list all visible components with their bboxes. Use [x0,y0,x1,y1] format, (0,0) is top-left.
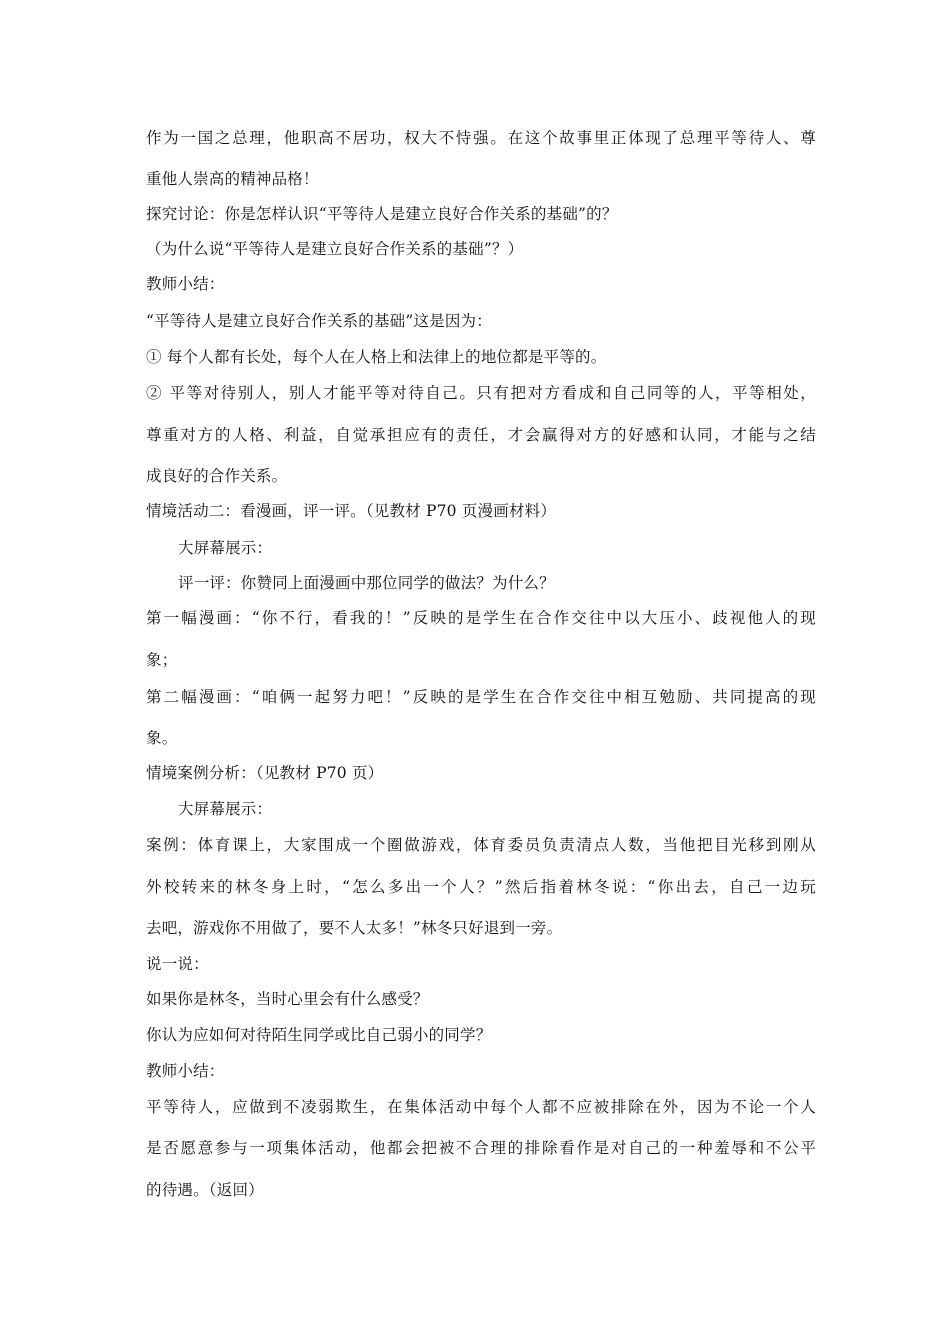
list-item: ② 平等对待别人，别人才能平等对待自己。只有把对方看成和自己同等的人，平等相处， [146,384,816,402]
paragraph-line: （为什么说“平等待人是建立良好合作关系的基础”？） [146,240,524,258]
paragraph-line: 你认为应如何对待陌生同学或比自己弱小的同学？ [146,1026,492,1044]
paragraph-line: 案例：体育课上，大家围成一个圈做游戏，体育委员负责清点人数，当他把目光移到刚从 [146,836,816,854]
section-heading: 情境案例分析：（见教材 P70 页） [146,764,384,782]
paragraph-line: 第一幅漫画：“你不行，看我的！”反映的是学生在合作交往中以大压小、歧视他人的现 [146,609,816,627]
section-heading: 情境活动二：看漫画，评一评。（见教材 P70 页漫画材料） [146,502,557,520]
paragraph-line: 大屏幕展示： [178,800,273,818]
paragraph-line: 外校转来的林冬身上时，“怎么多出一个人？”然后指着林冬说：“你出去，自己一边玩 [146,878,816,896]
paragraph-line: 成良好的合作关系。 [146,467,288,485]
paragraph-line: 的待遇。（返回） [146,1181,264,1199]
paragraph-line: 重他人崇高的精神品格！ [146,170,319,188]
section-heading: 教师小结： [146,275,225,293]
paragraph-line: 大屏幕展示： [178,539,273,557]
paragraph-line: 去吧，游戏你不用做了，要不人太多！”林冬只好退到一旁。 [146,919,563,937]
paragraph-line: 第二幅漫画：“咱俩一起努力吧！”反映的是学生在合作交往中相互勉励、共同提高的现 [146,688,816,706]
paragraph-line: 尊重对方的人格、利益，自觉承担应有的责任，才会赢得对方的好感和认同，才能与之结 [146,426,816,444]
paragraph-line: 平等待人，应做到不凌弱欺生，在集体活动中每个人都不应被排除在外，因为不论一个人 [146,1098,816,1116]
paragraph-line: 是否愿意参与一项集体活动，他都会把被不合理的排除看作是对自己的一种羞辱和不公平 [146,1139,816,1157]
paragraph-line: 作为一国之总理，他职高不居功，权大不恃强。在这个故事里正体现了总理平等待人、尊 [146,129,816,147]
paragraph-line: “平等待人是建立良好合作关系的基础”这是因为： [146,312,492,330]
list-item: ① 每个人都有长处，每个人在人格上和法律上的地位都是平等的。 [146,348,607,366]
section-heading: 说一说： [146,955,209,973]
section-heading: 探究讨论：你是怎样认识“平等待人是建立良好合作关系的基础”的？ [146,205,618,223]
paragraph-line: 评一评：你赞同上面漫画中那位同学的做法？为什么？ [178,574,555,592]
section-heading: 教师小结： [146,1062,225,1080]
paragraph-line: 象； [146,651,178,669]
paragraph-line: 如果你是林冬，当时心里会有什么感受？ [146,990,429,1008]
paragraph-line: 象。 [146,729,178,747]
